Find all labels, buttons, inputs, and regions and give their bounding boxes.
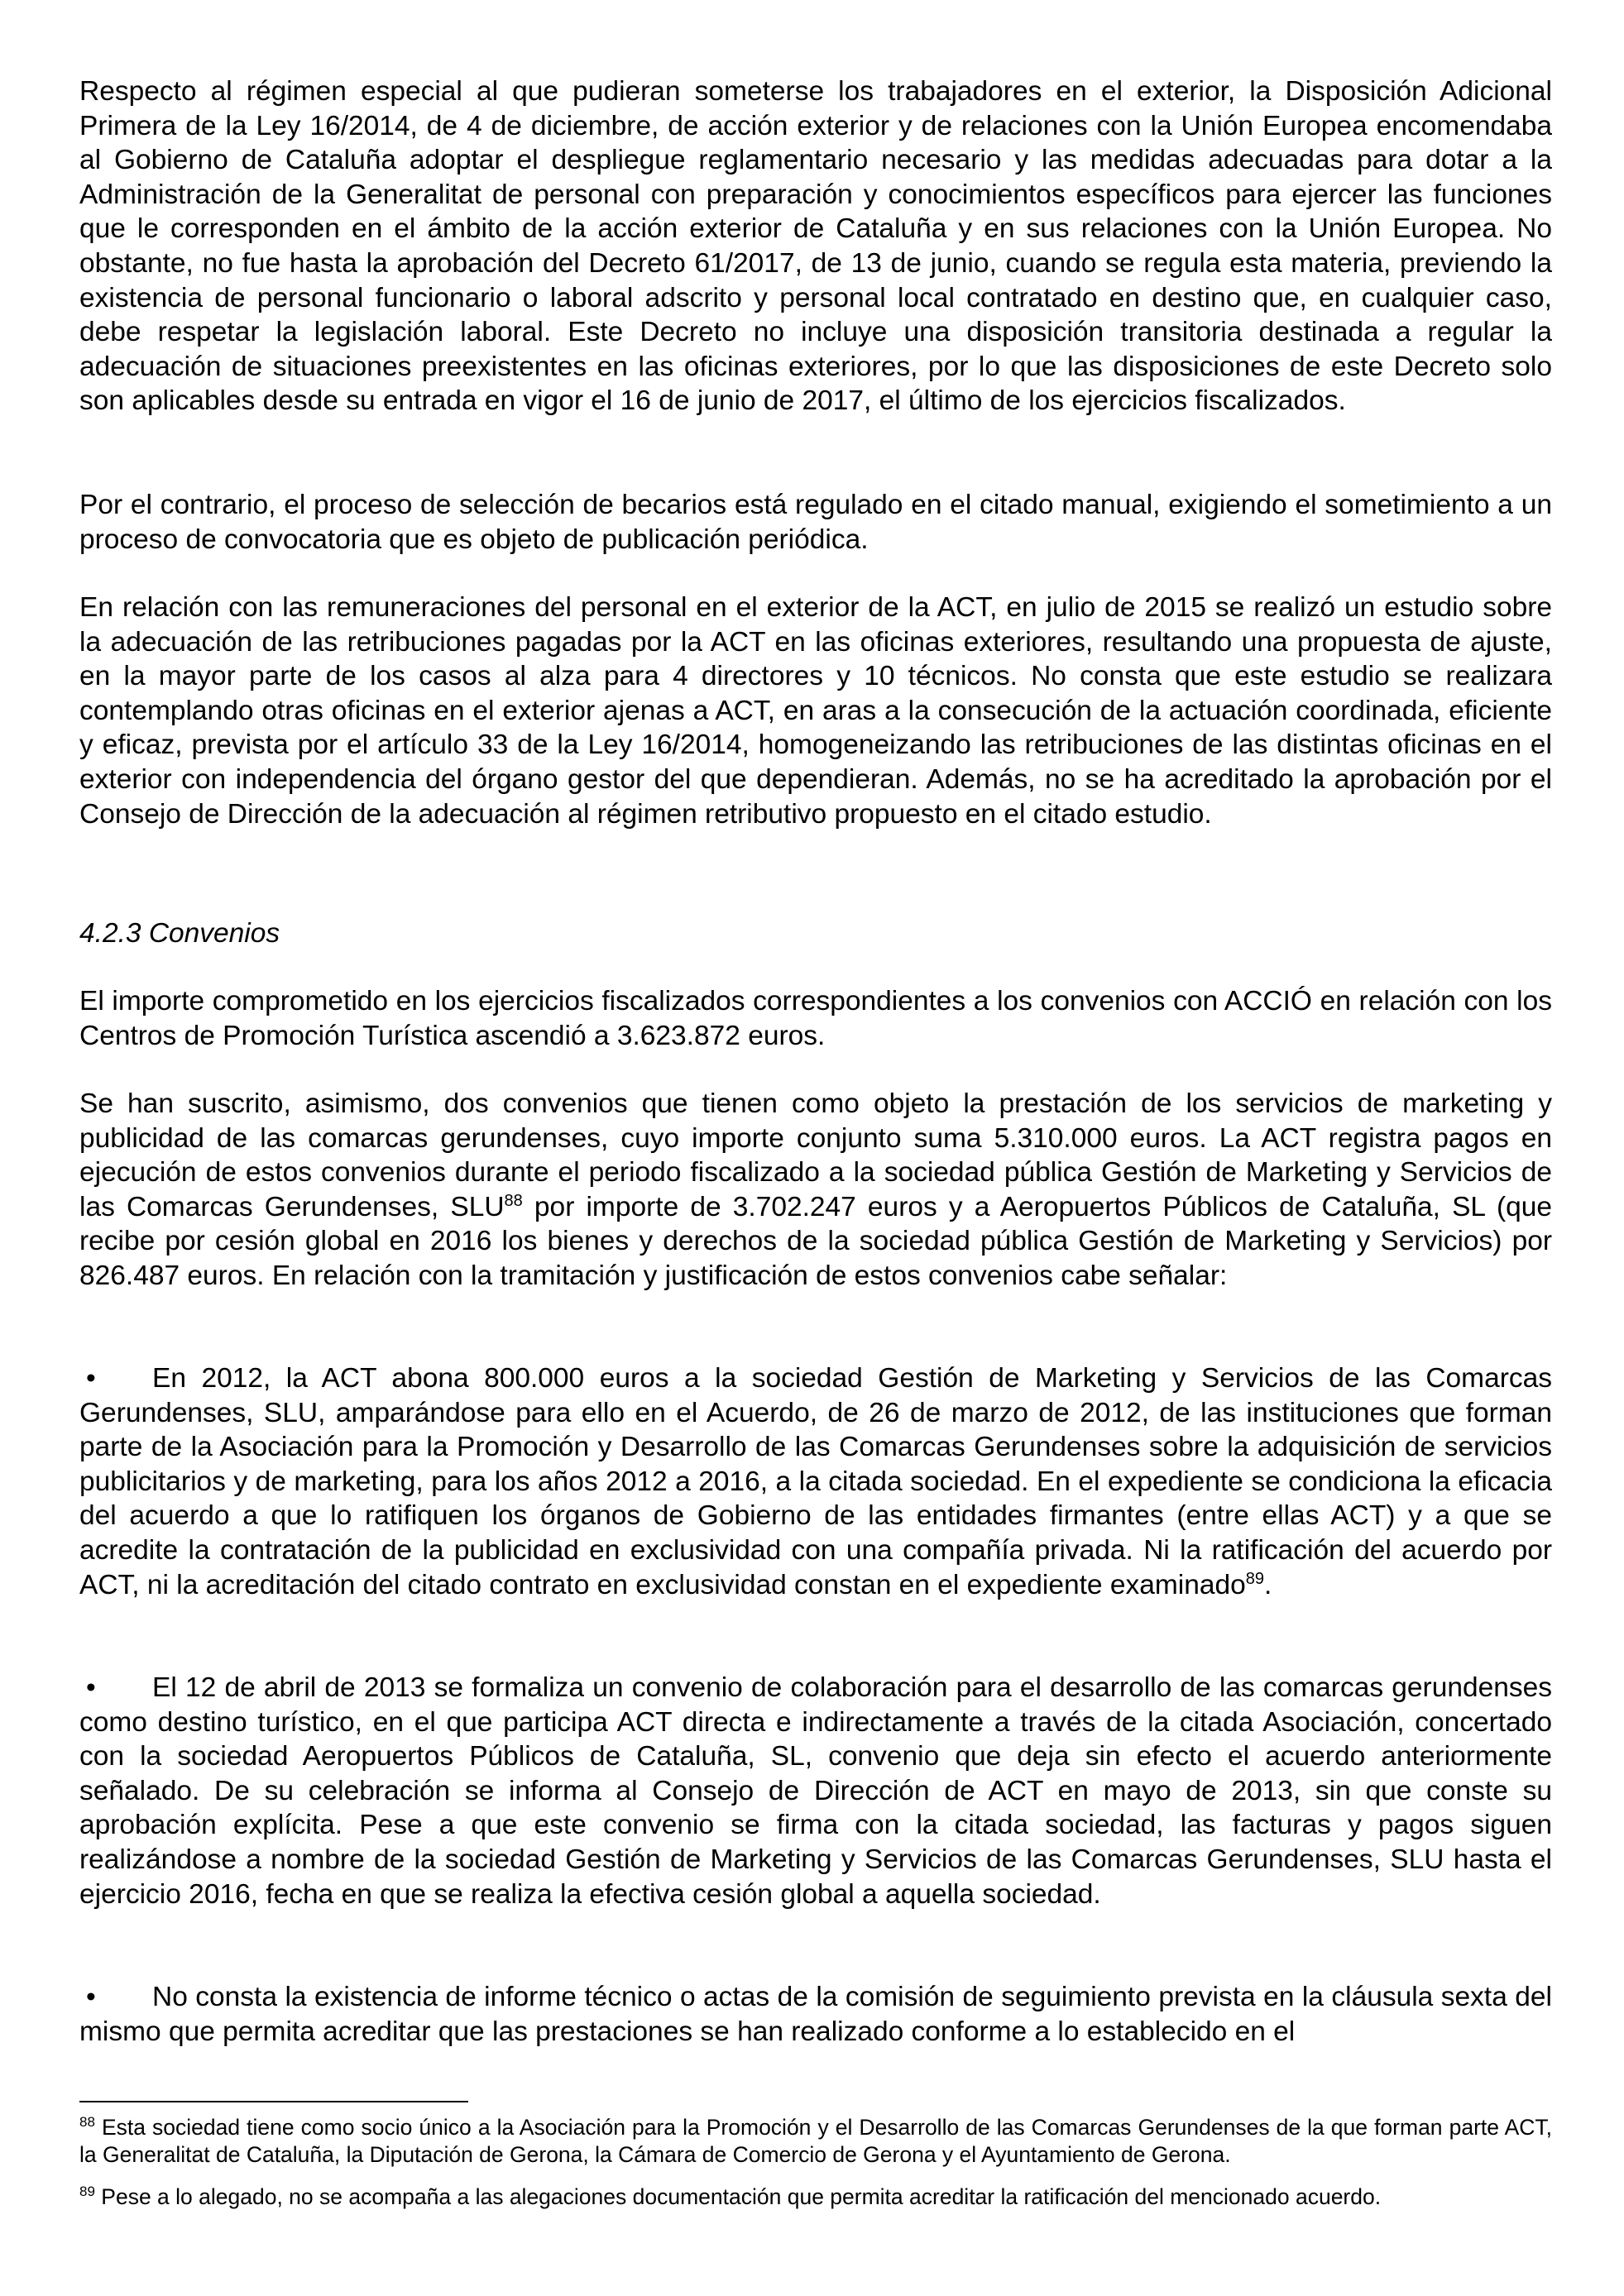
section-heading: 4.2.3 Convenios (79, 918, 280, 949)
list-item-text: . (1263, 1569, 1272, 1600)
footnote-ref-89[interactable]: 89 (1245, 1569, 1264, 1588)
paragraph-becarios: Por el contrario, el proceso de selección de becarios está regulado en el citado manual, exigiendo el sometimiento a un proceso de convocatoria que es objeto de publicación periódica. (79, 490, 1552, 555)
paragraph-importe-comprometido: El importe comprometido en los ejercicios fiscalizados correspondientes a los convenios con ACCIÓ en relación con los Centros de Promoción Turística ascendió a 3.623.872 euros. (79, 986, 1552, 1051)
list-item-text: En 2012, la ACT abona 800.000 euros a la sociedad Gestión de Marketing y Servicios de las Comarcas Gerundenses, SLU, amparándose para ello en el Acuerdo, de 26 de marzo de 2012, de las instituciones que forman parte de la Asociación para la Promoción y Desarrollo de las Comarcas Gerundenses sobre la adquisición de servicios publicitarios y de marketing, para los años 2012 a 2016, a la citada sociedad. En el expediente se condiciona la eficacia del acuerdo a que lo ratifiquen los órganos de Gobierno de las entidades firmantes (entre ellas ACT) y a que se acredite la contratación de la publicidad en exclusividad con una compañía privada. Ni la ratificación del acuerdo por ACT, ni la acreditación del citado contrato en exclusividad constan en el expediente examinado (79, 1363, 1552, 1600)
paragraph-text: Se han suscrito, asimismo, dos convenios que tienen como objeto la prestación de los servicios de marketing y publicidad de las comarcas gerundenses, cuyo importe conjunto suma 5.310.000 euros. La ACT registra pagos en ejecución de estos convenios durante el periodo fiscalizado a la sociedad pública Gestión de Marketing y Servicios de las Comarcas Gerundenses, SLU (79, 1088, 1552, 1222)
footnote-number: 88 (79, 2114, 95, 2130)
list-item-text: No consta la existencia de informe técnico o actas de la comisión de seguimiento prevista en la cláusula sexta del mismo que permita acreditar que las prestaciones se han realizado conforme a lo establecido en el (79, 1982, 1552, 2047)
list-item (79, 1361, 1552, 1602)
footnote-text: Pese a lo alegado, no se acompaña a las alegaciones documentación que permita acreditar la ratificación del mencionado acuerdo. (94, 2184, 1382, 2209)
bullet-icon: • (86, 1672, 96, 1703)
bullet-icon: • (86, 1982, 96, 2012)
paragraph-remuneraciones: En relación con las remuneraciones del personal en el exterior de la ACT, en julio de 2015 se realizó un estudio sobre la adecuación de las retribuciones pagadas por la ACT en las oficinas exteriores, resultando una propuesta de ajuste, en la mayor parte de los casos al alza para 4 directores y 10 técnicos. No consta que este estudio se realizara contemplando otras oficinas en el exterior ajenas a ACT, en aras a la consecución de la actuación coordinada, eficiente y eficaz, prevista por el artículo 33 de la Ley 16/2014, homogeneizando las retribuciones de las distintas oficinas en el exterior con independencia del órgano gestor del que dependieran. Además, no se ha acreditado la aprobación por el Consejo de Dirección de la adecuación al régimen retributivo propuesto en el citado estudio. (79, 592, 1552, 830)
footnote-text: Esta sociedad tiene como socio único a la Asociación para la Promoción y el Desarrollo de las Comarcas Gerundenses de la que forman parte ACT, la Generalitat de Cataluña, la Diputación de Gerona, la Cámara de Comercio de Gerona y el Ayuntamiento de Gerona. (79, 2115, 1552, 2167)
footnote-88 (79, 2114, 1552, 2169)
footnote-ref-88[interactable]: 88 (504, 1191, 523, 1210)
list-item (79, 1671, 1552, 1911)
footnote-89 (79, 2184, 1552, 2211)
footnote-divider (79, 2101, 468, 2102)
paragraph-text: por importe de 3.702.247 euros y a Aeropuertos Públicos de Cataluña, SL (que recibe por cesión global en 2016 los bienes y derechos de la sociedad pública Gestión de Marketing y Servicios) por 826.487 euros. En relación con la tramitación y justificación de estos convenios cabe señalar: (79, 1191, 1553, 1291)
list-item-text: El 12 de abril de 2013 se formaliza un convenio de colaboración para el desarrollo de las comarcas gerundenses como destino turístico, en el que participa ACT directa e indirectamente a través de la citada Asociación, concertado con la sociedad Aeropuertos Públicos de Cataluña, SL, convenio que deja sin efecto el acuerdo anteriormente señalado. De su celebración se informa al Consejo de Dirección de ACT en mayo de 2013, sin que conste su aprobación explícita. Pese a que este convenio se firma con la citada sociedad, las facturas y pagos siguen realizándose a nombre de la sociedad Gestión de Marketing y Servicios de las Comarcas Gerundenses, SLU hasta el ejercicio 2016, fecha en que se realiza la efectiva cesión global a aquella sociedad. (79, 1672, 1552, 1910)
list-item (79, 1980, 1552, 2049)
paragraph-convenios-suscritos (79, 1087, 1552, 1294)
bullet-icon: • (86, 1363, 96, 1394)
footnote-number: 89 (79, 2184, 95, 2199)
paragraph-regimen-especial: Respecto al régimen especial al que pudieran someterse los trabajadores en el exterior, la Disposición Adicional Primera de la Ley 16/2014, de 4 de diciembre, de acción exterior y de relaciones con la Unión Europea encomendaba al Gobierno de Cataluña adoptar el despliegue reglamentario necesario y las medidas adecuadas para dotar a la Administración de la Generalitat de personal con preparación y conocimientos específicos para ejercer las funciones que le corresponden en el ámbito de la acción exterior de Cataluña y en sus relaciones con la Unión Europea. No obstante, no fue hasta la aprobación del Decreto 61/2017, de 13 de junio, cuando se regula esta materia, previendo la existencia de personal funcionario o laboral adscrito y personal local contratado en destino que, en cualquier caso, debe respetar la legislación laboral. Este Decreto no incluye una disposición transitoria destinada a regular la adecuación de situaciones preexistentes en las oficinas exteriores, por lo que las disposiciones de este Decreto solo son aplicables desde su entrada en vigor el 16 de junio de 2017, el último de los ejercicios fiscalizados. (79, 76, 1552, 417)
